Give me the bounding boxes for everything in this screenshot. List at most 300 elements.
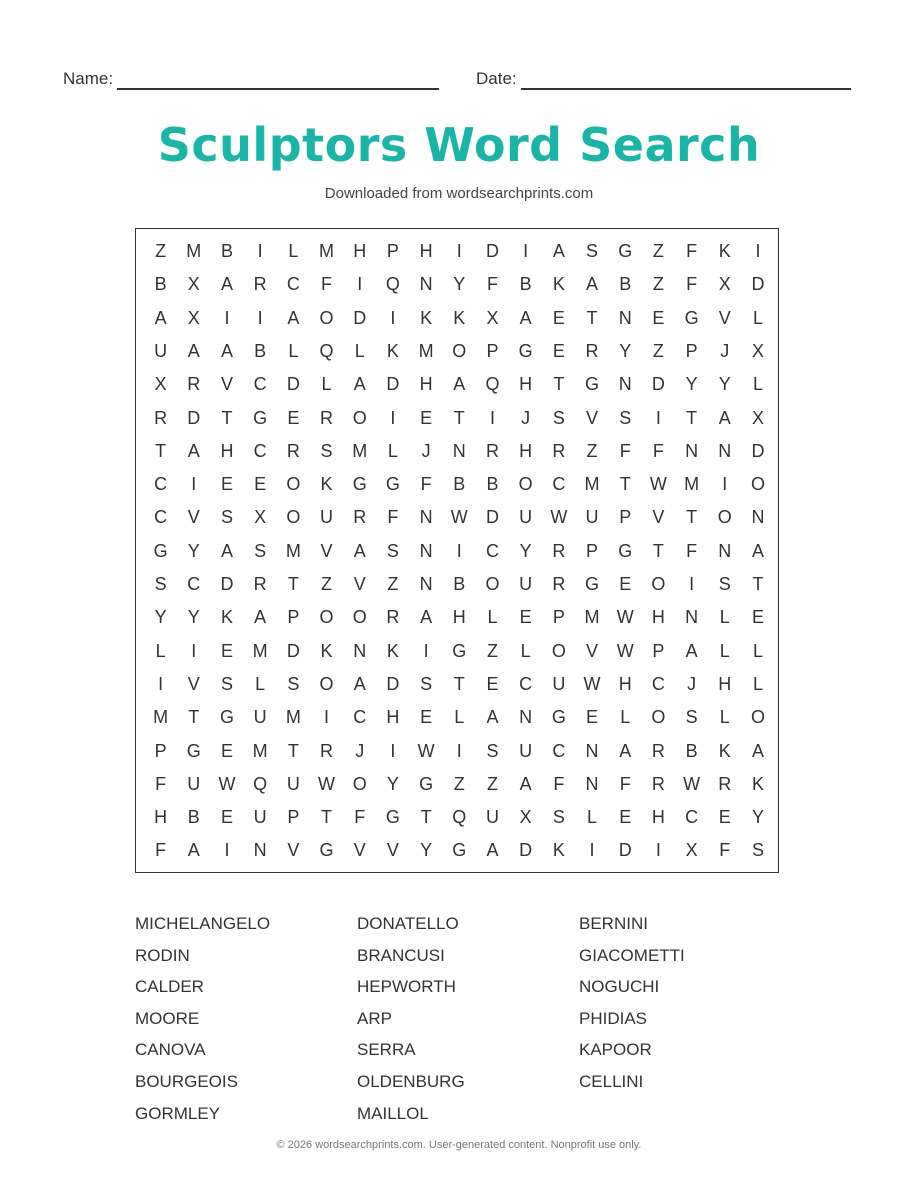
grid-cell[interactable]: R <box>320 407 334 428</box>
grid-cell[interactable]: A <box>220 340 233 361</box>
grid-cell[interactable]: S <box>685 707 698 728</box>
grid-cell[interactable]: B <box>453 574 466 594</box>
grid-cell[interactable]: V <box>718 307 731 328</box>
grid-cell[interactable]: S <box>220 507 233 528</box>
grid-cell[interactable]: L <box>719 607 730 628</box>
grid-cell[interactable]: N <box>419 540 433 561</box>
grid-cell[interactable]: D <box>485 241 499 261</box>
grid-cell[interactable]: Q <box>319 340 334 361</box>
grid-cell[interactable]: N <box>718 440 732 461</box>
grid-cell[interactable]: M <box>252 640 268 661</box>
grid-cell[interactable]: G <box>253 407 268 428</box>
grid-cell[interactable]: B <box>220 241 233 261</box>
date-line[interactable] <box>521 74 851 90</box>
grid-cell[interactable]: L <box>752 640 763 661</box>
grid-cell[interactable]: W <box>683 773 701 794</box>
grid-cell[interactable]: H <box>419 374 433 395</box>
grid-cell[interactable]: G <box>385 807 400 828</box>
grid-cell[interactable]: N <box>618 307 632 328</box>
grid-cell[interactable]: R <box>253 274 267 295</box>
grid-cell[interactable]: A <box>187 340 200 361</box>
grid-cell[interactable]: S <box>154 574 167 594</box>
grid-cell[interactable]: V <box>652 507 665 528</box>
grid-cell[interactable]: A <box>718 407 731 428</box>
grid-cell[interactable]: A <box>685 640 698 661</box>
grid-cell[interactable]: T <box>287 740 299 761</box>
grid-cell[interactable]: T <box>453 673 465 694</box>
grid-cell[interactable]: K <box>386 640 399 661</box>
grid-cell[interactable]: G <box>219 707 234 728</box>
grid-cell[interactable]: Z <box>321 574 333 594</box>
grid-cell[interactable]: Y <box>718 374 731 395</box>
grid-cell[interactable]: Z <box>387 574 399 594</box>
grid-cell[interactable]: L <box>454 707 465 728</box>
grid-cell[interactable]: R <box>651 740 665 761</box>
grid-cell[interactable]: T <box>420 807 432 828</box>
grid-cell[interactable]: Q <box>485 374 500 395</box>
grid-cell[interactable]: C <box>154 507 168 528</box>
grid-cell[interactable]: N <box>585 773 599 794</box>
grid-cell[interactable]: Y <box>519 540 532 561</box>
grid-cell[interactable]: O <box>717 507 732 528</box>
grid-cell[interactable]: T <box>221 407 233 428</box>
grid-cell[interactable]: P <box>652 640 665 661</box>
grid-cell[interactable]: L <box>752 307 763 328</box>
grid-cell[interactable]: Y <box>187 540 200 561</box>
grid-cell[interactable]: I <box>423 640 429 661</box>
grid-cell[interactable]: I <box>689 574 695 594</box>
grid-cell[interactable]: N <box>519 707 533 728</box>
grid-cell[interactable]: O <box>518 474 533 495</box>
grid-cell[interactable]: Q <box>385 274 400 295</box>
grid-cell[interactable]: A <box>586 274 599 295</box>
grid-cell[interactable]: C <box>253 374 267 395</box>
grid-cell[interactable]: U <box>519 574 533 594</box>
grid-cell[interactable]: A <box>353 374 366 395</box>
grid-cell[interactable]: O <box>319 607 334 628</box>
grid-cell[interactable]: L <box>719 640 730 661</box>
grid-cell[interactable]: I <box>257 241 263 261</box>
grid-cell[interactable]: H <box>519 374 533 395</box>
grid-cell[interactable]: K <box>751 773 764 794</box>
grid-cell[interactable]: D <box>751 440 765 461</box>
grid-cell[interactable]: H <box>519 440 533 461</box>
grid-cell[interactable]: D <box>353 307 367 328</box>
grid-cell[interactable]: W <box>649 474 667 495</box>
grid-cell[interactable]: R <box>187 374 201 395</box>
grid-cell[interactable]: E <box>220 807 233 828</box>
grid-cell[interactable]: M <box>352 440 368 461</box>
grid-cell[interactable]: I <box>257 307 263 328</box>
grid-cell[interactable]: C <box>552 740 566 761</box>
grid-cell[interactable]: V <box>586 407 599 428</box>
grid-cell[interactable]: Y <box>420 840 433 861</box>
grid-cell[interactable]: N <box>585 740 599 761</box>
grid-cell[interactable]: B <box>619 274 632 295</box>
grid-cell[interactable]: J <box>720 340 730 361</box>
grid-cell[interactable]: H <box>651 807 665 828</box>
grid-cell[interactable]: N <box>685 440 699 461</box>
grid-cell[interactable]: X <box>254 507 267 528</box>
grid-cell[interactable]: G <box>518 340 533 361</box>
grid-cell[interactable]: X <box>751 340 764 361</box>
grid-cell[interactable]: S <box>220 673 233 694</box>
grid-cell[interactable]: L <box>752 374 763 395</box>
grid-cell[interactable]: D <box>286 374 300 395</box>
grid-cell[interactable]: F <box>354 807 366 828</box>
grid-cell[interactable]: S <box>718 574 731 594</box>
grid-cell[interactable]: U <box>187 773 201 794</box>
grid-cell[interactable]: R <box>253 574 267 594</box>
grid-cell[interactable]: L <box>752 673 763 694</box>
name-line[interactable] <box>117 74 439 90</box>
grid-cell[interactable]: D <box>386 673 400 694</box>
grid-cell[interactable]: O <box>286 474 301 495</box>
grid-cell[interactable]: I <box>523 241 529 261</box>
grid-cell[interactable]: H <box>353 241 367 261</box>
grid-cell[interactable]: F <box>686 241 698 261</box>
grid-cell[interactable]: L <box>288 241 299 261</box>
grid-cell[interactable]: K <box>386 340 399 361</box>
grid-cell[interactable]: R <box>320 740 334 761</box>
grid-cell[interactable]: H <box>618 673 632 694</box>
grid-cell[interactable]: V <box>586 640 599 661</box>
grid-cell[interactable]: G <box>684 307 699 328</box>
grid-cell[interactable]: Q <box>253 773 268 794</box>
grid-cell[interactable]: H <box>419 241 433 261</box>
grid-cell[interactable]: X <box>154 374 167 395</box>
grid-cell[interactable]: E <box>486 673 499 694</box>
grid-cell[interactable]: W <box>450 507 468 528</box>
grid-cell[interactable]: W <box>550 507 568 528</box>
grid-cell[interactable]: X <box>718 274 731 295</box>
grid-cell[interactable]: C <box>519 673 533 694</box>
grid-cell[interactable]: T <box>686 507 698 528</box>
grid-cell[interactable]: I <box>224 840 230 861</box>
grid-cell[interactable]: R <box>552 540 566 561</box>
grid-cell[interactable]: K <box>552 840 565 861</box>
grid-cell[interactable]: L <box>587 807 598 828</box>
grid-cell[interactable]: Y <box>154 607 167 628</box>
grid-cell[interactable]: B <box>187 807 200 828</box>
grid-cell[interactable]: R <box>286 440 300 461</box>
grid-cell[interactable]: K <box>718 740 731 761</box>
grid-cell[interactable]: N <box>419 507 433 528</box>
grid-cell[interactable]: F <box>387 507 399 528</box>
grid-cell[interactable]: I <box>390 307 396 328</box>
grid-cell[interactable]: U <box>519 507 533 528</box>
grid-cell[interactable]: S <box>320 440 333 461</box>
grid-cell[interactable]: R <box>353 507 367 528</box>
grid-cell[interactable]: C <box>485 540 499 561</box>
grid-cell[interactable]: G <box>452 840 467 861</box>
grid-cell[interactable]: E <box>420 707 433 728</box>
grid-cell[interactable]: C <box>286 274 300 295</box>
grid-cell[interactable]: Y <box>386 773 399 794</box>
grid-cell[interactable]: G <box>585 374 600 395</box>
grid-cell[interactable]: X <box>685 840 698 861</box>
grid-cell[interactable]: X <box>519 807 532 828</box>
grid-cell[interactable]: U <box>519 740 533 761</box>
grid-cell[interactable]: M <box>584 607 600 628</box>
grid-cell[interactable]: C <box>253 440 267 461</box>
grid-cell[interactable]: P <box>552 607 565 628</box>
grid-cell[interactable]: O <box>452 340 467 361</box>
grid-cell[interactable]: F <box>686 274 698 295</box>
grid-cell[interactable]: V <box>220 374 233 395</box>
grid-cell[interactable]: I <box>722 474 728 495</box>
grid-cell[interactable]: D <box>651 374 665 395</box>
grid-cell[interactable]: Z <box>652 241 664 261</box>
grid-cell[interactable]: C <box>651 673 665 694</box>
grid-cell[interactable]: U <box>585 507 599 528</box>
grid-cell[interactable]: L <box>719 707 730 728</box>
grid-cell[interactable]: Z <box>453 773 465 794</box>
grid-cell[interactable]: X <box>187 274 200 295</box>
grid-cell[interactable]: I <box>755 241 761 261</box>
grid-cell[interactable]: M <box>186 241 202 261</box>
grid-cell[interactable]: B <box>519 274 532 295</box>
grid-cell[interactable]: M <box>285 540 301 561</box>
grid-cell[interactable]: R <box>651 773 665 794</box>
grid-cell[interactable]: N <box>253 840 267 861</box>
grid-cell[interactable]: U <box>154 340 168 361</box>
grid-cell[interactable]: T <box>188 707 200 728</box>
grid-cell[interactable]: E <box>220 474 233 495</box>
grid-cell[interactable]: A <box>751 740 764 761</box>
grid-cell[interactable]: E <box>552 307 565 328</box>
grid-cell[interactable]: R <box>552 574 566 594</box>
grid-cell[interactable]: M <box>285 707 301 728</box>
grid-cell[interactable]: M <box>418 340 434 361</box>
grid-cell[interactable]: N <box>353 640 367 661</box>
grid-cell[interactable]: I <box>456 540 462 561</box>
grid-cell[interactable]: E <box>619 807 632 828</box>
grid-cell[interactable]: C <box>552 474 566 495</box>
grid-cell[interactable]: A <box>254 607 267 628</box>
grid-cell[interactable]: M <box>153 707 169 728</box>
grid-cell[interactable]: N <box>419 574 433 594</box>
grid-cell[interactable]: I <box>224 307 230 328</box>
grid-cell[interactable]: H <box>154 807 168 828</box>
grid-cell[interactable]: G <box>551 707 566 728</box>
grid-cell[interactable]: L <box>387 440 398 461</box>
grid-cell[interactable]: T <box>619 474 631 495</box>
grid-cell[interactable]: T <box>752 574 764 594</box>
grid-cell[interactable]: A <box>220 274 233 295</box>
grid-cell[interactable]: N <box>751 507 765 528</box>
grid-cell[interactable]: F <box>619 440 631 461</box>
grid-cell[interactable]: W <box>318 773 336 794</box>
grid-cell[interactable]: B <box>254 340 267 361</box>
grid-cell[interactable]: N <box>419 274 433 295</box>
grid-cell[interactable]: K <box>718 241 731 261</box>
grid-cell[interactable]: A <box>486 840 499 861</box>
grid-cell[interactable]: W <box>616 607 634 628</box>
grid-cell[interactable]: V <box>187 507 200 528</box>
grid-cell[interactable]: Y <box>453 274 466 295</box>
grid-cell[interactable]: E <box>220 740 233 761</box>
grid-cell[interactable]: F <box>719 840 731 861</box>
grid-cell[interactable]: I <box>655 407 661 428</box>
grid-cell[interactable]: F <box>619 773 631 794</box>
grid-cell[interactable]: M <box>319 241 335 261</box>
grid-cell[interactable]: S <box>751 840 764 861</box>
grid-cell[interactable]: H <box>718 673 732 694</box>
grid-cell[interactable]: R <box>585 340 599 361</box>
grid-cell[interactable]: T <box>321 807 333 828</box>
grid-cell[interactable]: M <box>684 474 700 495</box>
grid-cell[interactable]: V <box>287 840 300 861</box>
grid-cell[interactable]: I <box>324 707 330 728</box>
grid-cell[interactable]: Z <box>586 440 598 461</box>
grid-cell[interactable]: F <box>486 274 498 295</box>
grid-cell[interactable]: R <box>552 440 566 461</box>
grid-cell[interactable]: I <box>191 474 197 495</box>
grid-cell[interactable]: K <box>453 307 466 328</box>
grid-cell[interactable]: U <box>253 707 267 728</box>
grid-cell[interactable]: P <box>586 540 599 561</box>
grid-cell[interactable]: S <box>386 540 399 561</box>
grid-cell[interactable]: I <box>589 840 595 861</box>
grid-cell[interactable]: R <box>718 773 732 794</box>
grid-cell[interactable]: I <box>489 407 495 428</box>
grid-cell[interactable]: T <box>686 407 698 428</box>
grid-cell[interactable]: A <box>519 307 532 328</box>
grid-cell[interactable]: W <box>218 773 236 794</box>
grid-cell[interactable]: P <box>685 340 698 361</box>
grid-cell[interactable]: L <box>620 707 631 728</box>
grid-cell[interactable]: E <box>619 574 632 594</box>
grid-cell[interactable]: P <box>287 807 300 828</box>
grid-cell[interactable]: P <box>386 241 399 261</box>
grid-cell[interactable]: V <box>353 574 366 594</box>
grid-cell[interactable]: G <box>186 740 201 761</box>
grid-cell[interactable]: F <box>155 773 167 794</box>
grid-cell[interactable]: S <box>552 407 565 428</box>
grid-cell[interactable]: G <box>618 540 633 561</box>
grid-cell[interactable]: L <box>354 340 365 361</box>
grid-cell[interactable]: G <box>585 574 600 594</box>
grid-cell[interactable]: Z <box>155 241 167 261</box>
grid-cell[interactable]: H <box>386 707 400 728</box>
grid-cell[interactable]: O <box>352 773 367 794</box>
grid-cell[interactable]: U <box>286 773 300 794</box>
grid-cell[interactable]: Y <box>685 374 698 395</box>
grid-cell[interactable]: E <box>751 607 764 628</box>
grid-cell[interactable]: N <box>452 440 466 461</box>
grid-cell[interactable]: F <box>420 474 432 495</box>
grid-cell[interactable]: O <box>485 574 500 594</box>
grid-cell[interactable]: T <box>155 440 167 461</box>
grid-cell[interactable]: A <box>154 307 167 328</box>
grid-cell[interactable]: V <box>187 673 200 694</box>
grid-cell[interactable]: G <box>452 640 467 661</box>
grid-cell[interactable]: S <box>619 407 632 428</box>
grid-cell[interactable]: I <box>390 407 396 428</box>
grid-cell[interactable]: S <box>287 673 300 694</box>
grid-cell[interactable]: J <box>687 673 697 694</box>
grid-cell[interactable]: F <box>155 840 167 861</box>
grid-cell[interactable]: U <box>320 507 334 528</box>
grid-cell[interactable]: Y <box>619 340 632 361</box>
grid-cell[interactable]: O <box>352 607 367 628</box>
grid-cell[interactable]: U <box>485 807 499 828</box>
grid-cell[interactable]: J <box>421 440 431 461</box>
grid-cell[interactable]: G <box>385 474 400 495</box>
grid-cell[interactable]: S <box>254 540 267 561</box>
grid-cell[interactable]: N <box>718 540 732 561</box>
grid-cell[interactable]: R <box>154 407 168 428</box>
grid-cell[interactable]: I <box>191 640 197 661</box>
grid-cell[interactable]: O <box>651 574 666 594</box>
grid-cell[interactable]: C <box>353 707 367 728</box>
grid-cell[interactable]: L <box>155 640 166 661</box>
grid-cell[interactable]: K <box>552 274 565 295</box>
grid-cell[interactable]: A <box>486 707 499 728</box>
grid-cell[interactable]: A <box>187 440 200 461</box>
grid-cell[interactable]: S <box>486 740 499 761</box>
grid-cell[interactable]: X <box>187 307 200 328</box>
grid-cell[interactable]: A <box>420 607 433 628</box>
grid-cell[interactable]: O <box>319 307 334 328</box>
grid-cell[interactable]: V <box>353 840 366 861</box>
grid-cell[interactable]: T <box>553 374 565 395</box>
grid-cell[interactable]: S <box>586 241 599 261</box>
grid-cell[interactable]: A <box>453 374 466 395</box>
grid-cell[interactable]: B <box>453 474 466 495</box>
grid-cell[interactable]: P <box>287 607 300 628</box>
grid-cell[interactable]: N <box>618 374 632 395</box>
grid-cell[interactable]: A <box>751 540 764 561</box>
grid-cell[interactable]: G <box>419 773 434 794</box>
grid-cell[interactable]: E <box>519 607 532 628</box>
grid-cell[interactable]: I <box>390 740 396 761</box>
grid-cell[interactable]: D <box>618 840 632 861</box>
grid-cell[interactable]: E <box>652 307 665 328</box>
grid-cell[interactable]: W <box>583 673 601 694</box>
grid-cell[interactable]: A <box>619 740 632 761</box>
grid-cell[interactable]: O <box>286 507 301 528</box>
grid-cell[interactable]: H <box>452 607 466 628</box>
grid-cell[interactable]: Q <box>452 807 467 828</box>
grid-cell[interactable]: D <box>187 407 201 428</box>
grid-cell[interactable]: A <box>220 540 233 561</box>
grid-cell[interactable]: I <box>655 840 661 861</box>
grid-cell[interactable]: P <box>619 507 632 528</box>
grid-cell[interactable]: V <box>320 540 333 561</box>
grid-cell[interactable]: A <box>287 307 300 328</box>
grid-cell[interactable]: U <box>253 807 267 828</box>
grid-cell[interactable]: S <box>552 807 565 828</box>
grid-cell[interactable]: O <box>651 707 666 728</box>
grid-cell[interactable]: G <box>319 840 334 861</box>
grid-cell[interactable]: U <box>552 673 566 694</box>
grid-cell[interactable]: D <box>751 274 765 295</box>
grid-cell[interactable]: E <box>220 640 233 661</box>
grid-cell[interactable]: X <box>486 307 499 328</box>
grid-cell[interactable]: W <box>417 740 435 761</box>
grid-cell[interactable]: X <box>751 407 764 428</box>
grid-cell[interactable]: L <box>288 340 299 361</box>
grid-cell[interactable]: N <box>685 607 699 628</box>
grid-cell[interactable]: I <box>357 274 363 295</box>
grid-cell[interactable]: A <box>187 840 200 861</box>
grid-cell[interactable]: C <box>685 807 699 828</box>
grid-cell[interactable]: C <box>154 474 168 495</box>
grid-cell[interactable]: A <box>519 773 532 794</box>
grid-cell[interactable]: D <box>386 374 400 395</box>
